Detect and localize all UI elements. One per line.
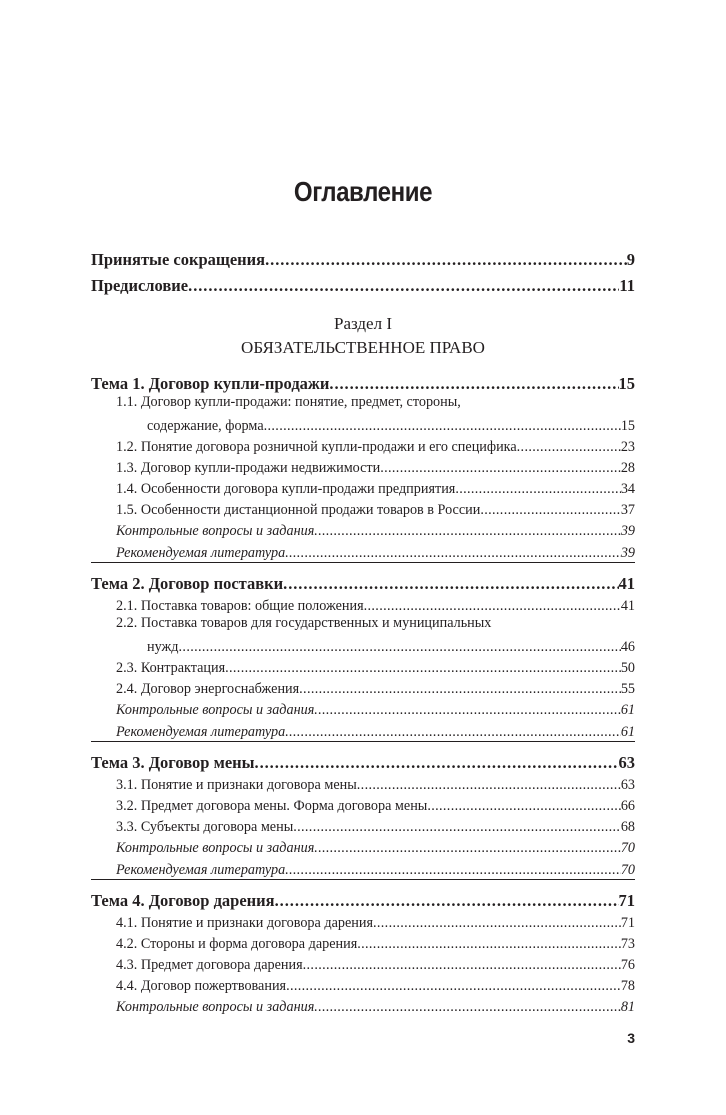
toc-item[interactable] bbox=[91, 815, 635, 836]
toc-entry-label: Предисловие bbox=[91, 276, 189, 295]
dot-leader bbox=[364, 598, 621, 615]
toc-item[interactable] bbox=[91, 656, 635, 677]
toc-item-label: 4.4. Договор пожертвования bbox=[116, 978, 287, 994]
toc-item[interactable] bbox=[91, 498, 635, 519]
toc-item-page: 41 bbox=[620, 598, 635, 614]
toc-item[interactable] bbox=[91, 677, 635, 698]
toc-entry-page: 9 bbox=[626, 250, 635, 269]
toc-item-questions[interactable] bbox=[91, 836, 635, 857]
toc-item-label: Рекомендуемая литература bbox=[116, 545, 286, 561]
toc-topic-4[interactable] bbox=[91, 885, 635, 911]
dot-leader bbox=[314, 999, 621, 1016]
dot-leader bbox=[255, 753, 619, 773]
toc-item-page: 81 bbox=[620, 999, 635, 1015]
toc-topic-page: 71 bbox=[618, 891, 635, 910]
toc-item-page: 55 bbox=[620, 681, 635, 697]
toc-item-label: 4.2. Стороны и форма договора дарения bbox=[116, 936, 358, 952]
toc-topic-label: Тема 2. Договор поставки bbox=[91, 574, 284, 593]
dot-leader bbox=[303, 957, 621, 974]
toc-item-page: 61 bbox=[620, 724, 635, 740]
dot-leader bbox=[380, 460, 621, 477]
section-name: ОБЯЗАТЕЛЬСТВЕННОЕ ПРАВО bbox=[241, 338, 485, 357]
toc-topic-1[interactable] bbox=[91, 368, 635, 394]
toc-item-page: 71 bbox=[620, 915, 635, 931]
dot-leader bbox=[285, 862, 621, 879]
dot-leader bbox=[188, 276, 619, 296]
toc-item-label: 4.3. Предмет договора дарения bbox=[116, 957, 303, 973]
toc-item-label: Рекомендуемая литература bbox=[116, 724, 286, 740]
toc-item-line[interactable]: 2.2. Поставка товаров для государственных и муниципальных bbox=[116, 615, 492, 631]
toc-item-line[interactable]: 1.1. Договор купли-продажи: понятие, предмет, стороны, bbox=[116, 394, 461, 410]
front-matter bbox=[91, 244, 635, 296]
toc-entry-label: Принятые сокращения bbox=[91, 250, 266, 269]
dot-leader bbox=[283, 574, 618, 594]
toc-item-label: Контрольные вопросы и задания bbox=[116, 523, 315, 539]
toc-item-page: 61 bbox=[620, 702, 635, 718]
toc-item-label: 2.4. Договор энергоснабжения bbox=[116, 681, 300, 697]
toc-item-page: 34 bbox=[620, 481, 635, 497]
dot-leader bbox=[225, 660, 621, 677]
toc-item-label: содержание, форма bbox=[147, 418, 264, 434]
toc-topic-page: 63 bbox=[618, 753, 635, 772]
toc-item-label: 2.3. Контрактация bbox=[116, 660, 226, 676]
toc-topic-label: Тема 1. Договор купли-продажи bbox=[91, 374, 330, 393]
topic-divider bbox=[91, 741, 635, 742]
toc-item-label: 3.1. Понятие и признаки договора мены bbox=[116, 777, 357, 793]
toc-entry-abbreviations[interactable] bbox=[91, 244, 635, 270]
toc-item-literature[interactable] bbox=[91, 719, 635, 741]
toc-item-page: 39 bbox=[620, 523, 635, 539]
toc-item[interactable] bbox=[91, 974, 635, 995]
toc-item-page: 50 bbox=[620, 660, 635, 676]
toc-item[interactable] bbox=[91, 794, 635, 815]
toc-item-page: 70 bbox=[620, 862, 635, 878]
dot-leader bbox=[275, 891, 619, 911]
toc-item-page: 46 bbox=[620, 639, 635, 655]
toc-item-literature[interactable] bbox=[91, 857, 635, 879]
dot-leader bbox=[314, 840, 621, 857]
toc-item-page: 63 bbox=[620, 777, 635, 793]
toc-item[interactable] bbox=[91, 773, 635, 794]
dot-leader bbox=[179, 639, 621, 656]
dot-leader bbox=[455, 481, 621, 498]
toc-item-page: 76 bbox=[620, 957, 635, 973]
toc-entry-preface[interactable] bbox=[91, 270, 635, 296]
toc-item[interactable] bbox=[91, 477, 635, 498]
topic-divider bbox=[91, 879, 635, 880]
toc-item[interactable] bbox=[91, 594, 635, 615]
toc-item-page: 78 bbox=[620, 978, 635, 994]
toc-topic-label: Тема 3. Договор мены bbox=[91, 753, 255, 772]
toc-item[interactable] bbox=[91, 911, 635, 932]
toc-item-questions[interactable] bbox=[91, 698, 635, 719]
dot-leader bbox=[357, 777, 621, 794]
toc-item[interactable] bbox=[91, 953, 635, 974]
toc-item-questions[interactable] bbox=[91, 519, 635, 540]
dot-leader bbox=[427, 798, 620, 815]
toc-item-label: 1.4. Особенности договора купли-продажи предприятия bbox=[116, 481, 456, 497]
dot-leader bbox=[286, 978, 621, 995]
section-label: Раздел I bbox=[334, 314, 392, 333]
toc-item-page: 68 bbox=[620, 819, 635, 835]
toc-item-page: 39 bbox=[620, 545, 635, 561]
toc-item-questions[interactable] bbox=[91, 995, 635, 1016]
dot-leader bbox=[329, 374, 618, 394]
toc-entry-page: 11 bbox=[619, 276, 635, 295]
topic-divider bbox=[91, 562, 635, 563]
dot-leader bbox=[314, 523, 621, 540]
toc-item-label: Рекомендуемая литература bbox=[116, 862, 286, 878]
toc-item[interactable] bbox=[91, 932, 635, 953]
toc-item-label: 2.1. Поставка товаров: общие положения bbox=[116, 598, 364, 614]
dot-leader bbox=[299, 681, 621, 698]
toc-item-label: 1.5. Особенности дистанционной продажи товаров в России bbox=[116, 502, 481, 518]
dot-leader bbox=[293, 819, 621, 836]
dot-leader bbox=[480, 502, 620, 519]
toc-item-label: 3.2. Предмет договора мены. Форма договора мены bbox=[116, 798, 428, 814]
dot-leader bbox=[357, 936, 621, 953]
toc-item-literature[interactable] bbox=[91, 540, 635, 562]
dot-leader bbox=[264, 418, 621, 435]
toc-item-label: Контрольные вопросы и задания bbox=[116, 999, 315, 1015]
toc-item-label: 1.2. Понятие договора розничной купли-продажи и его специфика bbox=[116, 439, 517, 455]
toc-item[interactable] bbox=[91, 635, 635, 656]
toc-item-page: 73 bbox=[620, 936, 635, 952]
toc-item-label: 1.3. Договор купли-продажи недвижимости bbox=[116, 460, 381, 476]
dot-leader bbox=[314, 702, 621, 719]
page-number: 3 bbox=[627, 1030, 635, 1046]
page-title: Оглавление bbox=[293, 176, 433, 207]
toc-item-label: нужд bbox=[147, 639, 179, 655]
dot-leader bbox=[373, 915, 621, 932]
dot-leader bbox=[517, 439, 621, 456]
toc-item-label: 4.1. Понятие и признаки договора дарения bbox=[116, 915, 373, 931]
toc-item-page: 37 bbox=[620, 502, 635, 518]
toc-topic-3[interactable] bbox=[91, 747, 635, 773]
toc-item[interactable] bbox=[91, 435, 635, 456]
toc-item-page: 70 bbox=[620, 840, 635, 856]
toc-topics bbox=[91, 368, 635, 1016]
toc-item-label: 3.3. Субъекты договора мены bbox=[116, 819, 294, 835]
toc-item-page: 23 bbox=[620, 439, 635, 455]
toc-item[interactable] bbox=[91, 414, 635, 435]
toc-item[interactable] bbox=[91, 456, 635, 477]
toc-topic-page: 41 bbox=[618, 574, 635, 593]
toc-item-label: Контрольные вопросы и задания bbox=[116, 840, 315, 856]
toc-topic-label: Тема 4. Договор дарения bbox=[91, 891, 275, 910]
toc-topic-2[interactable] bbox=[91, 568, 635, 594]
toc-item-page: 28 bbox=[620, 460, 635, 476]
toc-item-page: 15 bbox=[620, 418, 635, 434]
dot-leader bbox=[265, 250, 627, 270]
toc-topic-page: 15 bbox=[618, 374, 635, 393]
toc-item-page: 66 bbox=[620, 798, 635, 814]
dot-leader bbox=[285, 545, 621, 562]
toc-item-label: Контрольные вопросы и задания bbox=[116, 702, 315, 718]
dot-leader bbox=[285, 724, 621, 741]
